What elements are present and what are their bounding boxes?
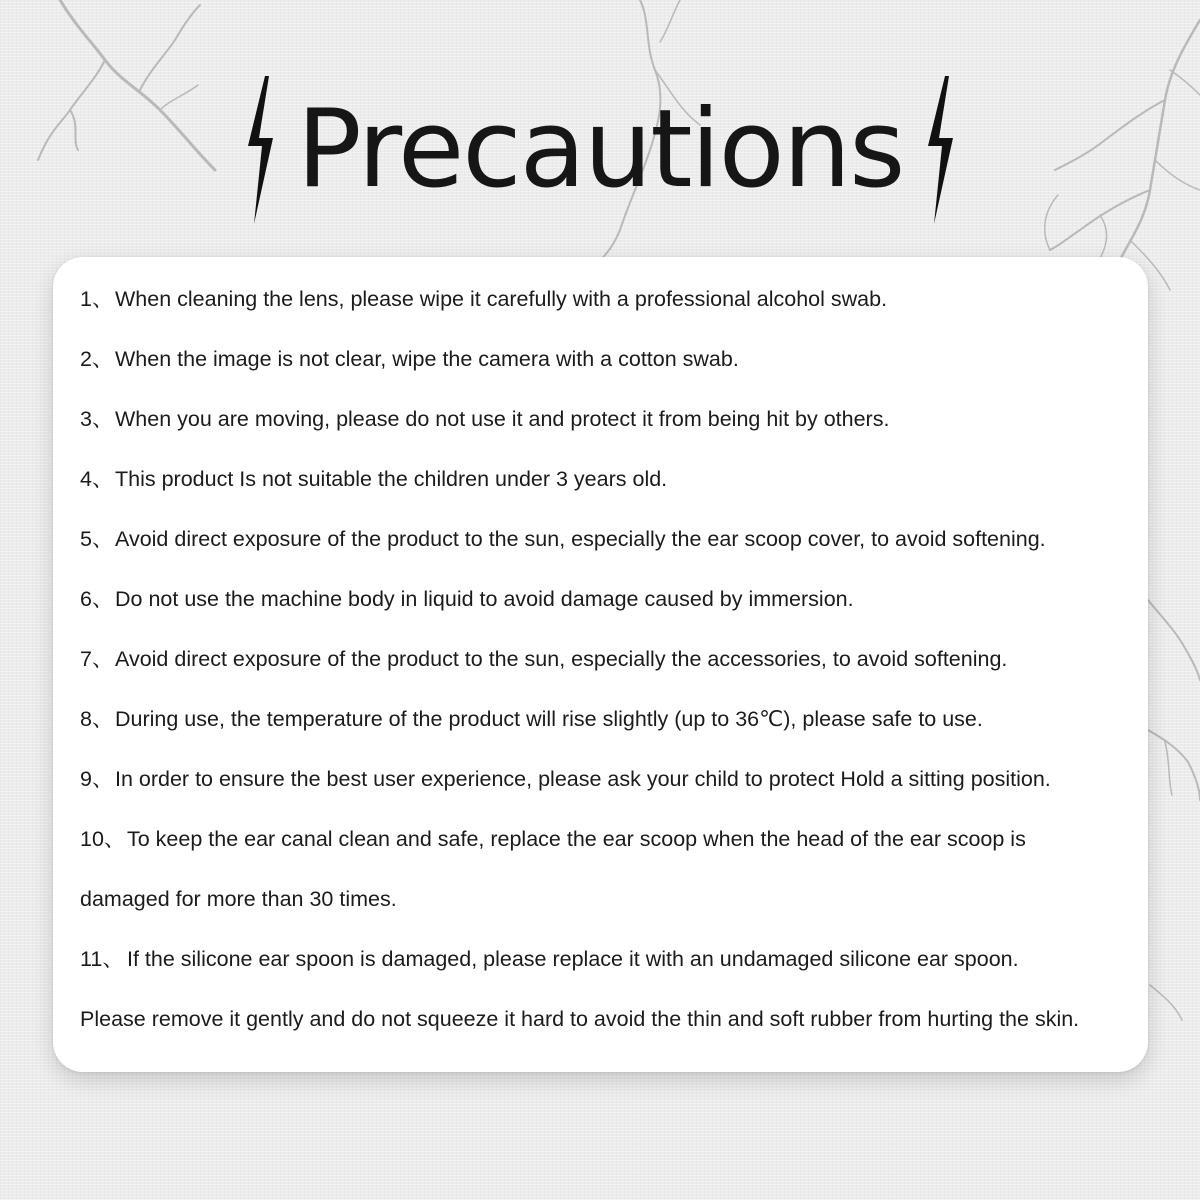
precaution-item-7 xyxy=(80,642,1148,702)
item-number: 5、 xyxy=(80,527,114,551)
item-number: 3、 xyxy=(80,407,114,431)
precautions-card xyxy=(53,257,1148,1072)
item-text: When the image is not clear, wipe the camera with a cotton swab. xyxy=(115,347,739,371)
item-number: 9、 xyxy=(80,767,114,791)
item-number: 11、 xyxy=(80,947,124,971)
precaution-item-9 xyxy=(80,762,1148,822)
precautions-list xyxy=(53,257,1148,1062)
item-text: To keep the ear canal clean and safe, replace the ear scoop when the head of the ear scoop is xyxy=(127,827,1026,851)
item-text-continuation: Please remove it gently and do not squeeze it hard to avoid the thin and soft rubber from hurting the skin. xyxy=(80,1007,1080,1031)
lightning-bolt-icon xyxy=(923,76,957,224)
precaution-item-5 xyxy=(80,522,1148,582)
item-number: 10、 xyxy=(80,827,126,851)
item-number: 7、 xyxy=(80,647,114,671)
precaution-item-6 xyxy=(80,582,1148,642)
item-number: 1、 xyxy=(80,287,114,311)
title-row xyxy=(0,75,1200,225)
page-title: Precautions xyxy=(296,87,904,212)
item-text: If the silicone ear spoon is damaged, please replace it with an undamaged silicone ear spoon. xyxy=(127,947,1019,971)
item-text-continuation: damaged for more than 30 times. xyxy=(80,887,397,911)
item-text: When cleaning the lens, please wipe it carefully with a professional alcohol swab. xyxy=(115,287,888,311)
precaution-item-11-continuation xyxy=(80,1002,1148,1062)
item-number: 2、 xyxy=(80,347,114,371)
precaution-item-8 xyxy=(80,702,1148,762)
precaution-item-11 xyxy=(80,942,1148,1002)
lightning-bolt-icon xyxy=(243,76,277,224)
item-text: Do not use the machine body in liquid to avoid damage caused by immersion. xyxy=(115,587,854,611)
item-number: 8、 xyxy=(80,707,114,731)
item-text: Avoid direct exposure of the product to the sun, especially the accessories, to avoid softening. xyxy=(115,647,1008,671)
item-number: 4、 xyxy=(80,467,114,491)
item-text: This product Is not suitable the children under 3 years old. xyxy=(115,467,668,491)
item-number: 6、 xyxy=(80,587,114,611)
item-text: During use, the temperature of the product will rise slightly (up to 36℃), please safe to use. xyxy=(115,707,983,731)
item-text: When you are moving, please do not use it and protect it from being hit by others. xyxy=(115,407,890,431)
precaution-item-3 xyxy=(80,402,1148,462)
precaution-item-10-continuation xyxy=(80,882,1148,942)
precaution-item-1 xyxy=(80,282,1148,342)
precaution-item-2 xyxy=(80,342,1148,402)
precaution-item-4 xyxy=(80,462,1148,522)
item-text: In order to ensure the best user experience, please ask your child to protect Hold a sitting position. xyxy=(115,767,1051,791)
precaution-item-10 xyxy=(80,822,1148,882)
item-text: Avoid direct exposure of the product to the sun, especially the ear scoop cover, to avoid softening. xyxy=(115,527,1046,551)
